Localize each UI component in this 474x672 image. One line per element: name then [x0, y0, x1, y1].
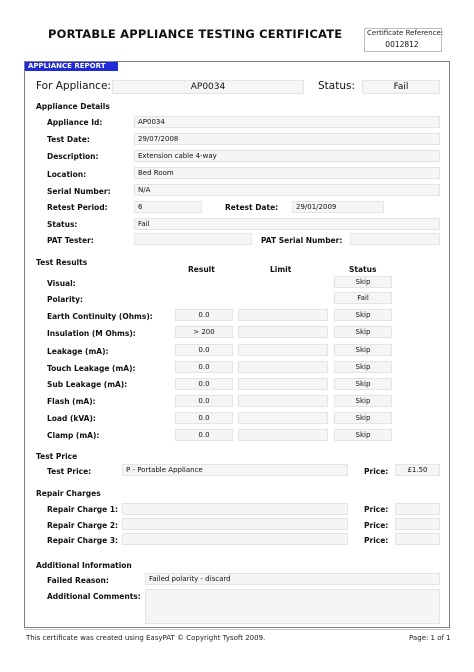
result-row-limit — [238, 326, 328, 338]
test-date-label: Test Date: — [47, 135, 90, 144]
result-row-limit — [238, 378, 328, 390]
result-row-label: Clamp (mA): — [47, 431, 100, 440]
retest-date-field: 29/01/2009 — [292, 201, 384, 213]
serial-number-label: Serial Number: — [47, 187, 111, 196]
repair-charge-label: Repair Charge 1: — [47, 505, 119, 514]
result-row-label: Sub Leakage (mA): — [47, 380, 128, 389]
result-row-limit — [238, 344, 328, 356]
pat-serial-field — [350, 233, 440, 245]
result-row-label: Earth Continuity (Ohms): — [47, 312, 153, 321]
result-row-value: 0.0 — [175, 429, 233, 441]
certificate-reference-value: 0012812 — [385, 40, 419, 49]
result-row-status: Skip — [334, 361, 392, 373]
pat-serial-label: PAT Serial Number: — [261, 236, 343, 245]
footer-copyright: This certificate was created using EasyPAT © Copyright Tysoft 2009. — [26, 634, 266, 642]
result-row-value: 0.0 — [175, 309, 233, 321]
location-label: Location: — [47, 170, 87, 179]
result-row-label: Polarity: — [47, 295, 84, 304]
result-row-value: 0.0 — [175, 412, 233, 424]
for-appliance-field: AP0034 — [112, 80, 304, 94]
result-row-value: 0.0 — [175, 395, 233, 407]
pat-tester-field — [134, 233, 252, 245]
repair-price-label: Price: — [364, 521, 389, 530]
retest-period-label: Retest Period: — [47, 203, 108, 212]
result-row-limit — [238, 429, 328, 441]
result-row-status: Skip — [334, 276, 392, 288]
result-row-label: Leakage (mA): — [47, 347, 109, 356]
test-price-label: Test Price: — [47, 467, 92, 476]
repair-charge-label: Repair Charge 3: — [47, 536, 119, 545]
result-row-status: Skip — [334, 378, 392, 390]
result-row-label: Insulation (M Ohms): — [47, 329, 136, 338]
retest-period-field: 6 — [134, 201, 202, 213]
report-tab: APPLIANCE REPORT — [25, 62, 118, 71]
for-appliance-label: For Appliance: — [36, 80, 111, 92]
page-title: PORTABLE APPLIANCE TESTING CERTIFICATE — [48, 27, 343, 41]
test-date-field: 29/07/2008 — [134, 133, 440, 145]
result-row-label: Visual: — [47, 279, 76, 288]
repair-price-field — [395, 503, 440, 515]
result-row-limit — [238, 395, 328, 407]
result-row-limit — [238, 412, 328, 424]
result-row-value: 0.0 — [175, 344, 233, 356]
description-label: Description: — [47, 152, 99, 161]
failed-reason-label: Failed Reason: — [47, 576, 109, 585]
result-row-status: Skip — [334, 429, 392, 441]
test-results-heading: Test Results — [36, 258, 88, 267]
result-row-status: Skip — [334, 412, 392, 424]
serial-number-field: N/A — [134, 184, 440, 196]
report-status-label: Status: — [318, 80, 355, 92]
repair-price-field — [395, 533, 440, 545]
additional-info-heading: Additional Information — [36, 561, 132, 570]
additional-comments-field — [145, 589, 440, 624]
result-row-limit — [238, 361, 328, 373]
result-row-label: Flash (mA): — [47, 397, 96, 406]
repair-charge-field — [122, 518, 348, 530]
appliance-id-field: AP0034 — [134, 116, 440, 128]
status-column-header: Status — [349, 265, 377, 274]
result-row-value: > 200 — [175, 326, 233, 338]
repair-charges-heading: Repair Charges — [36, 489, 101, 498]
test-price-field: P - Portable Appliance — [122, 464, 348, 476]
result-row-label: Load (kVA): — [47, 414, 96, 423]
certificate-reference-label: Certificate Reference: — [367, 29, 444, 37]
result-row-limit — [238, 309, 328, 321]
repair-charge-field — [122, 503, 348, 515]
repair-charge-label: Repair Charge 2: — [47, 521, 119, 530]
appliance-id-label: Appliance Id: — [47, 118, 103, 127]
retest-date-label: Retest Date: — [225, 203, 279, 212]
status-field: Fail — [134, 218, 440, 230]
result-row-status: Skip — [334, 395, 392, 407]
result-row-value: 0.0 — [175, 361, 233, 373]
footer-divider — [24, 629, 450, 630]
repair-price-label: Price: — [364, 536, 389, 545]
footer-page-number: Page: 1 of 1 — [409, 634, 451, 642]
result-row-label: Touch Leakage (mA): — [47, 364, 136, 373]
result-row-status: Fail — [334, 292, 392, 304]
test-price-price-label: Price: — [364, 467, 389, 476]
test-price-price-field: £1.50 — [395, 464, 440, 476]
repair-price-field — [395, 518, 440, 530]
location-field: Bed Room — [134, 167, 440, 179]
result-column-header: Result — [188, 265, 215, 274]
report-status-field: Fail — [362, 80, 440, 94]
status-label: Status: — [47, 220, 78, 229]
result-row-status: Skip — [334, 309, 392, 321]
repair-charge-field — [122, 533, 348, 545]
description-field: Extension cable 4-way — [134, 150, 440, 162]
repair-price-label: Price: — [364, 505, 389, 514]
result-row-value: 0.0 — [175, 378, 233, 390]
failed-reason-field: Failed polarity - discard — [145, 573, 440, 585]
test-price-heading: Test Price — [36, 452, 78, 461]
pat-tester-label: PAT Tester: — [47, 236, 94, 245]
appliance-details-heading: Appliance Details — [36, 102, 110, 111]
limit-column-header: Limit — [270, 265, 292, 274]
result-row-status: Skip — [334, 326, 392, 338]
additional-comments-label: Additional Comments: — [47, 592, 141, 601]
result-row-status: Skip — [334, 344, 392, 356]
